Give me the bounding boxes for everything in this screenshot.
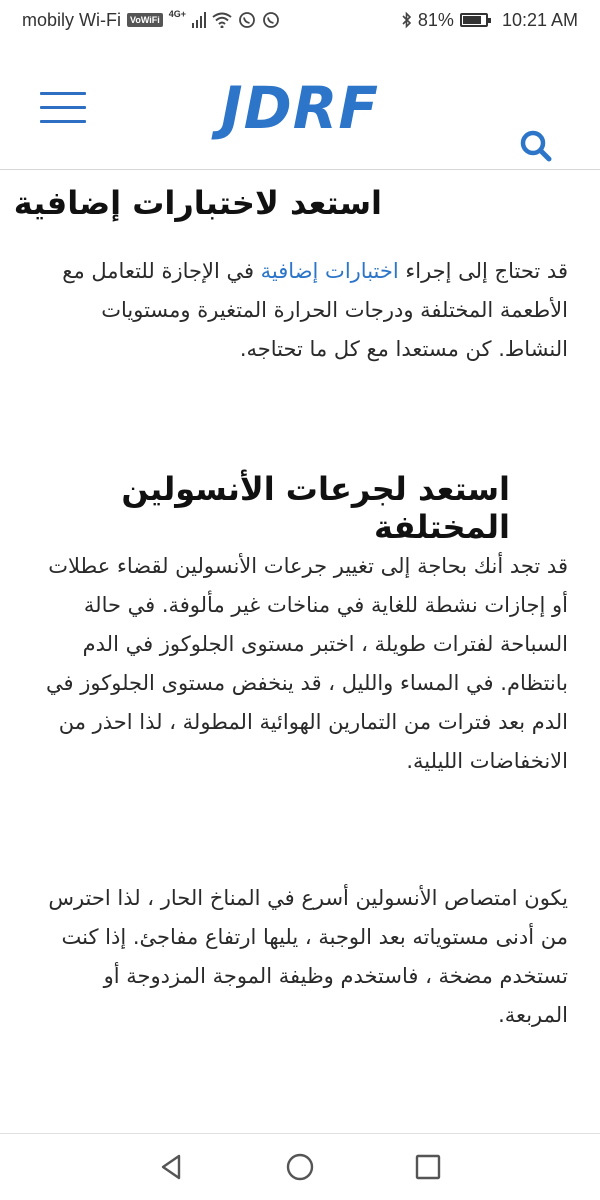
signal-icon	[192, 12, 206, 28]
section-heading-extra-tests: استعد لاختبارات إضافية	[13, 184, 382, 222]
search-button[interactable]	[516, 128, 556, 168]
section-heading-insulin-doses: استعد لجرعات الأنسولين المختلفة	[121, 470, 510, 546]
battery-percent: 81%	[417, 9, 454, 30]
back-button[interactable]	[157, 1152, 187, 1182]
battery-level-fill	[463, 16, 481, 24]
bluetooth-icon	[402, 11, 412, 29]
status-right	[402, 10, 578, 31]
whatsapp-icon-2	[262, 11, 280, 29]
wifi-icon	[212, 12, 232, 28]
carrier-label: mobily Wi-Fi	[22, 9, 121, 30]
paragraph-text-start: قد تحتاج إلى إجراء	[398, 259, 568, 283]
site-header	[0, 40, 600, 170]
system-navigation-bar	[0, 1133, 600, 1200]
recent-apps-square-icon	[413, 1152, 443, 1182]
network-type-label: 4G+	[168, 9, 187, 19]
back-triangle-icon	[157, 1152, 187, 1182]
hamburger-icon-bar-3	[40, 120, 86, 123]
extra-tests-link[interactable]: اختبارات إضافية	[260, 259, 399, 283]
hamburger-icon-bar-2	[40, 106, 86, 109]
jdrf-logo[interactable]: JDRF	[220, 74, 379, 142]
search-icon	[516, 128, 556, 168]
home-button[interactable]	[285, 1152, 315, 1182]
recent-apps-button[interactable]	[413, 1152, 443, 1182]
clock: 10:21 AM	[501, 9, 578, 30]
status-left	[22, 10, 280, 31]
section-paragraph-insulin-doses-1: قد تجد أنك بحاجة إلى تغيير جرعات الأنسولين لقضاء عطلات أو إجازات نشطة للغاية في مناخات غير مألوفة. في حالة السباحة لفترات طويلة ، اختبر مستوى الجلوكوز في الدم بانتظام. في المساء والليل ، قد ينخفض مستوى الجلوكوز في الدم بعد فترات من التمارين الهوائية المطولة ، لذا احذر من الانخفاضات الليلية.	[46, 554, 568, 773]
section-paragraph-insulin-doses-2: يكون امتصاص الأنسولين أسرع في المناخ الحار ، لذا احترس من أدنى مستوياته بعد الوجبة ، يليها ارتفاع مفاجئ. إذا كنت تستخدم مضخة ، فاستخدم وظيفة الموجة المزدوجة أو المربعة.	[48, 886, 568, 1027]
hamburger-menu-button[interactable]	[40, 92, 86, 124]
battery-icon	[460, 13, 488, 27]
home-circle-icon	[285, 1152, 315, 1182]
hamburger-icon	[40, 92, 86, 95]
section-paragraph-extra-tests	[36, 252, 568, 369]
whatsapp-icon	[238, 11, 256, 29]
vowifi-badge: VoWiFi	[127, 13, 163, 27]
status-bar	[0, 0, 600, 40]
paragraph-text-end: في الإجازة للتعامل مع الأطعمة المختلفة ودرجات الحرارة المتغيرة ومستويات النشاط. كن مستعدا مع كل ما تحتاجه.	[62, 259, 568, 361]
